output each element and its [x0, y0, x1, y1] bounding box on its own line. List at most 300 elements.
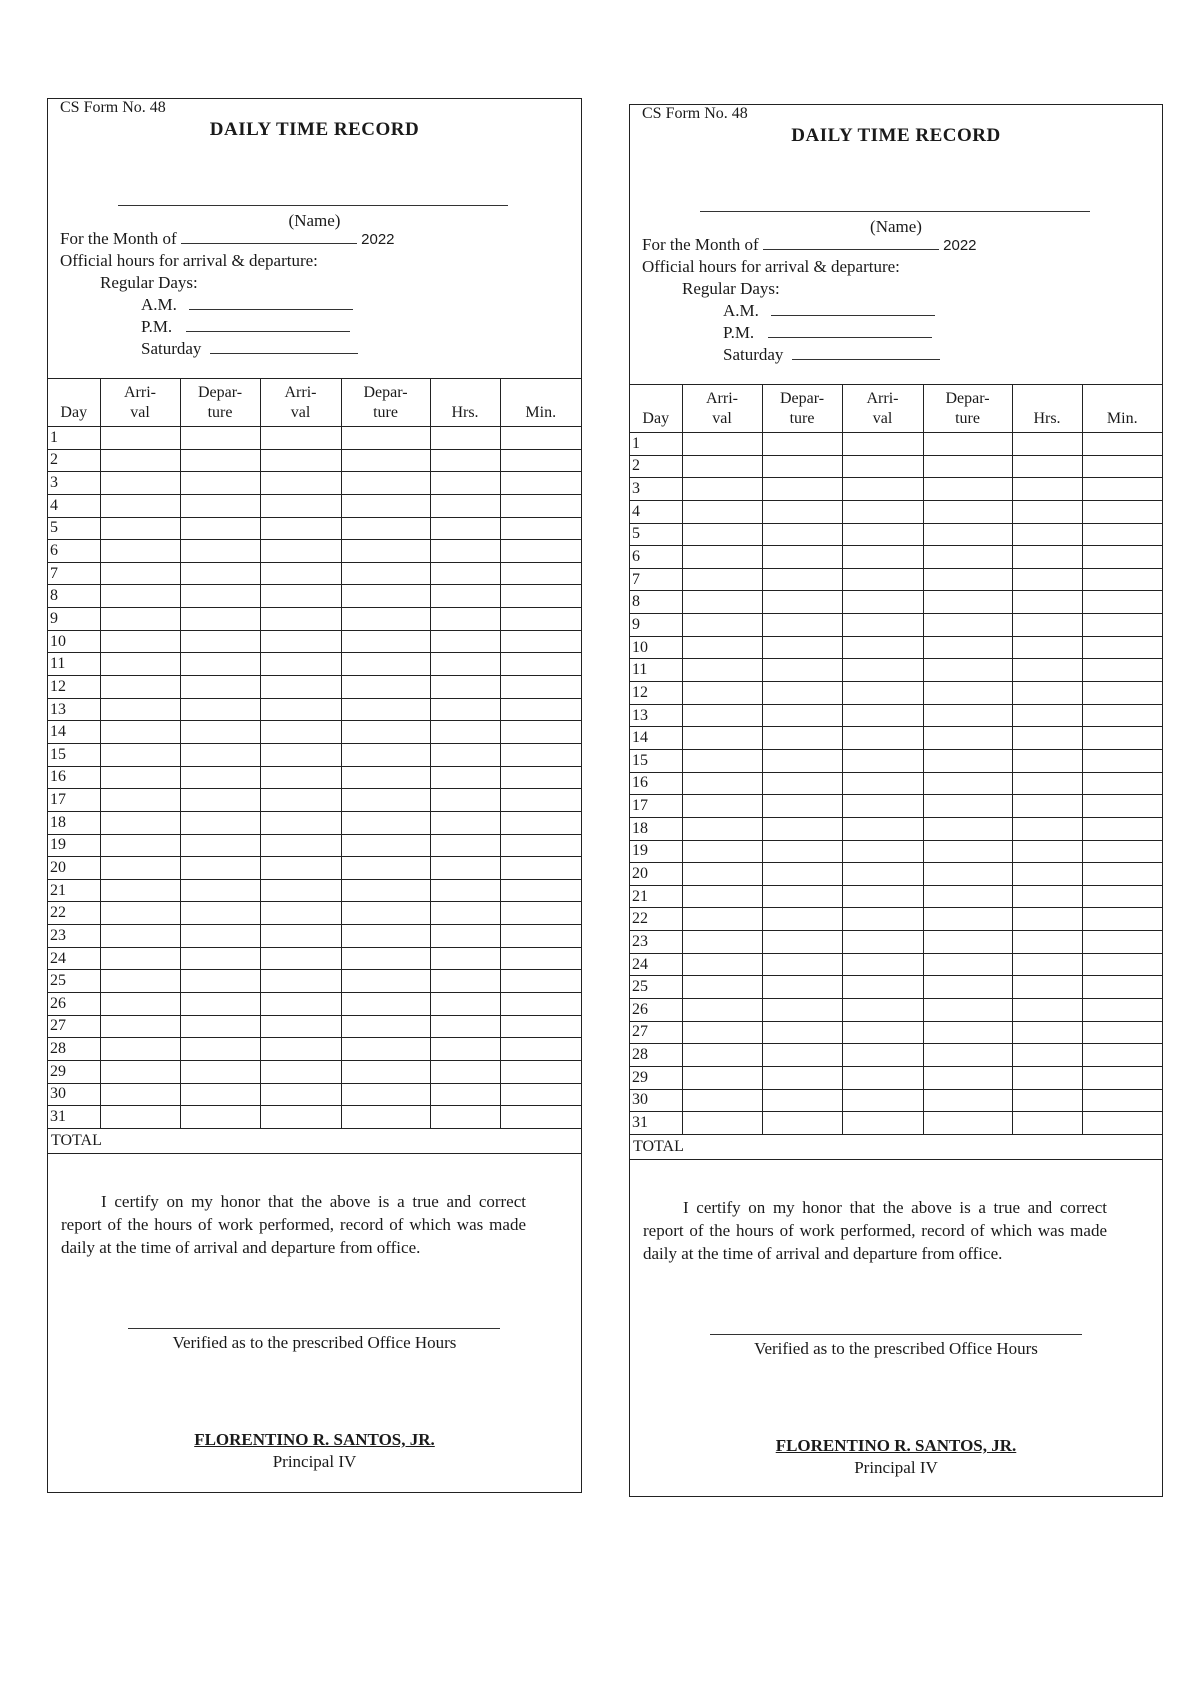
- am-arrival-cell[interactable]: [100, 540, 180, 563]
- am-departure-cell[interactable]: [180, 1083, 260, 1106]
- minutes-cell[interactable]: [500, 585, 581, 608]
- pm-arrival-cell[interactable]: [842, 1089, 923, 1112]
- am-arrival-cell[interactable]: [100, 449, 180, 472]
- minutes-cell[interactable]: [500, 630, 581, 653]
- am-departure-cell[interactable]: [762, 953, 842, 976]
- am-arrival-cell[interactable]: [682, 682, 762, 705]
- am-field[interactable]: [771, 314, 935, 316]
- hours-cell[interactable]: [430, 947, 500, 970]
- minutes-cell[interactable]: [1082, 817, 1162, 840]
- am-arrival-cell[interactable]: [682, 546, 762, 569]
- am-departure-cell[interactable]: [180, 1038, 260, 1061]
- pm-arrival-cell[interactable]: [842, 704, 923, 727]
- minutes-cell[interactable]: [1082, 953, 1162, 976]
- minutes-cell[interactable]: [500, 947, 581, 970]
- minutes-cell[interactable]: [1082, 795, 1162, 818]
- minutes-cell[interactable]: [500, 427, 581, 450]
- minutes-cell[interactable]: [500, 789, 581, 812]
- minutes-cell[interactable]: [1082, 1021, 1162, 1044]
- minutes-cell[interactable]: [500, 449, 581, 472]
- minutes-cell[interactable]: [500, 834, 581, 857]
- am-departure-cell[interactable]: [762, 772, 842, 795]
- minutes-cell[interactable]: [500, 562, 581, 585]
- hours-cell[interactable]: [1012, 908, 1082, 931]
- pm-departure-cell[interactable]: [341, 721, 430, 744]
- am-departure-cell[interactable]: [180, 562, 260, 585]
- pm-field[interactable]: [186, 330, 350, 332]
- minutes-cell[interactable]: [500, 608, 581, 631]
- am-arrival-cell[interactable]: [682, 659, 762, 682]
- pm-departure-cell[interactable]: [341, 1038, 430, 1061]
- am-arrival-cell[interactable]: [682, 433, 762, 456]
- am-departure-cell[interactable]: [180, 834, 260, 857]
- pm-arrival-cell[interactable]: [842, 500, 923, 523]
- minutes-cell[interactable]: [500, 743, 581, 766]
- pm-departure-cell[interactable]: [923, 1089, 1012, 1112]
- pm-departure-cell[interactable]: [341, 585, 430, 608]
- am-arrival-cell[interactable]: [682, 1044, 762, 1067]
- minutes-cell[interactable]: [500, 993, 581, 1016]
- minutes-cell[interactable]: [500, 721, 581, 744]
- am-arrival-cell[interactable]: [100, 857, 180, 880]
- hours-cell[interactable]: [430, 834, 500, 857]
- am-departure-cell[interactable]: [180, 608, 260, 631]
- pm-departure-cell[interactable]: [923, 772, 1012, 795]
- pm-arrival-cell[interactable]: [842, 863, 923, 886]
- pm-departure-cell[interactable]: [341, 1060, 430, 1083]
- am-arrival-cell[interactable]: [682, 636, 762, 659]
- am-arrival-cell[interactable]: [682, 772, 762, 795]
- pm-departure-cell[interactable]: [923, 591, 1012, 614]
- pm-arrival-cell[interactable]: [842, 727, 923, 750]
- am-departure-cell[interactable]: [762, 976, 842, 999]
- pm-arrival-cell[interactable]: [260, 676, 341, 699]
- saturday-field[interactable]: [210, 352, 358, 354]
- am-arrival-cell[interactable]: [682, 591, 762, 614]
- minutes-cell[interactable]: [500, 517, 581, 540]
- am-departure-cell[interactable]: [180, 630, 260, 653]
- am-departure-cell[interactable]: [762, 1112, 842, 1135]
- am-departure-cell[interactable]: [180, 879, 260, 902]
- pm-arrival-cell[interactable]: [260, 630, 341, 653]
- pm-departure-cell[interactable]: [341, 766, 430, 789]
- am-departure-cell[interactable]: [762, 704, 842, 727]
- am-arrival-cell[interactable]: [100, 653, 180, 676]
- pm-departure-cell[interactable]: [923, 1112, 1012, 1135]
- hours-cell[interactable]: [1012, 1089, 1082, 1112]
- pm-arrival-cell[interactable]: [842, 1066, 923, 1089]
- am-arrival-cell[interactable]: [682, 727, 762, 750]
- am-departure-cell[interactable]: [180, 743, 260, 766]
- hours-cell[interactable]: [430, 902, 500, 925]
- minutes-cell[interactable]: [1082, 976, 1162, 999]
- pm-departure-cell[interactable]: [341, 789, 430, 812]
- am-departure-cell[interactable]: [180, 517, 260, 540]
- am-departure-cell[interactable]: [762, 1089, 842, 1112]
- hours-cell[interactable]: [1012, 591, 1082, 614]
- am-departure-cell[interactable]: [762, 546, 842, 569]
- pm-arrival-cell[interactable]: [260, 472, 341, 495]
- hours-cell[interactable]: [1012, 795, 1082, 818]
- pm-field[interactable]: [768, 336, 932, 338]
- minutes-cell[interactable]: [1082, 1066, 1162, 1089]
- am-departure-cell[interactable]: [762, 568, 842, 591]
- minutes-cell[interactable]: [500, 811, 581, 834]
- pm-departure-cell[interactable]: [341, 857, 430, 880]
- am-arrival-cell[interactable]: [682, 931, 762, 954]
- hours-cell[interactable]: [430, 427, 500, 450]
- hours-cell[interactable]: [1012, 749, 1082, 772]
- pm-arrival-cell[interactable]: [842, 976, 923, 999]
- am-departure-cell[interactable]: [762, 1021, 842, 1044]
- pm-arrival-cell[interactable]: [842, 840, 923, 863]
- am-departure-cell[interactable]: [762, 908, 842, 931]
- minutes-cell[interactable]: [1082, 1112, 1162, 1135]
- hours-cell[interactable]: [1012, 999, 1082, 1022]
- am-arrival-cell[interactable]: [682, 953, 762, 976]
- minutes-cell[interactable]: [1082, 863, 1162, 886]
- minutes-cell[interactable]: [1082, 727, 1162, 750]
- hours-cell[interactable]: [430, 925, 500, 948]
- pm-departure-cell[interactable]: [341, 1083, 430, 1106]
- minutes-cell[interactable]: [1082, 772, 1162, 795]
- hours-cell[interactable]: [430, 789, 500, 812]
- hours-cell[interactable]: [1012, 772, 1082, 795]
- hours-cell[interactable]: [430, 1106, 500, 1129]
- am-departure-cell[interactable]: [762, 614, 842, 637]
- am-arrival-cell[interactable]: [682, 908, 762, 931]
- hours-cell[interactable]: [1012, 1112, 1082, 1135]
- am-arrival-cell[interactable]: [682, 478, 762, 501]
- hours-cell[interactable]: [430, 653, 500, 676]
- pm-arrival-cell[interactable]: [842, 749, 923, 772]
- hours-cell[interactable]: [430, 743, 500, 766]
- am-arrival-cell[interactable]: [682, 500, 762, 523]
- am-departure-cell[interactable]: [762, 727, 842, 750]
- pm-departure-cell[interactable]: [341, 562, 430, 585]
- hours-cell[interactable]: [430, 494, 500, 517]
- hours-cell[interactable]: [1012, 704, 1082, 727]
- month-field[interactable]: [181, 242, 357, 244]
- minutes-cell[interactable]: [500, 1106, 581, 1129]
- am-departure-cell[interactable]: [180, 585, 260, 608]
- pm-arrival-cell[interactable]: [842, 772, 923, 795]
- am-arrival-cell[interactable]: [682, 568, 762, 591]
- pm-departure-cell[interactable]: [923, 523, 1012, 546]
- am-arrival-cell[interactable]: [100, 1106, 180, 1129]
- pm-arrival-cell[interactable]: [260, 811, 341, 834]
- pm-departure-cell[interactable]: [923, 795, 1012, 818]
- minutes-cell[interactable]: [500, 970, 581, 993]
- pm-arrival-cell[interactable]: [260, 562, 341, 585]
- am-departure-cell[interactable]: [180, 698, 260, 721]
- am-departure-cell[interactable]: [762, 500, 842, 523]
- am-departure-cell[interactable]: [762, 931, 842, 954]
- hours-cell[interactable]: [1012, 614, 1082, 637]
- am-arrival-cell[interactable]: [682, 817, 762, 840]
- pm-arrival-cell[interactable]: [842, 591, 923, 614]
- am-arrival-cell[interactable]: [682, 840, 762, 863]
- pm-departure-cell[interactable]: [923, 1021, 1012, 1044]
- name-line[interactable]: [118, 205, 508, 206]
- minutes-cell[interactable]: [500, 1038, 581, 1061]
- am-departure-cell[interactable]: [762, 795, 842, 818]
- am-arrival-cell[interactable]: [100, 721, 180, 744]
- am-departure-cell[interactable]: [762, 591, 842, 614]
- minutes-cell[interactable]: [500, 879, 581, 902]
- am-departure-cell[interactable]: [762, 523, 842, 546]
- pm-departure-cell[interactable]: [923, 455, 1012, 478]
- pm-departure-cell[interactable]: [341, 925, 430, 948]
- am-departure-cell[interactable]: [762, 749, 842, 772]
- am-arrival-cell[interactable]: [682, 523, 762, 546]
- hours-cell[interactable]: [1012, 727, 1082, 750]
- minutes-cell[interactable]: [500, 540, 581, 563]
- pm-arrival-cell[interactable]: [842, 478, 923, 501]
- pm-departure-cell[interactable]: [341, 676, 430, 699]
- hours-cell[interactable]: [430, 449, 500, 472]
- am-arrival-cell[interactable]: [100, 1015, 180, 1038]
- am-arrival-cell[interactable]: [682, 1089, 762, 1112]
- employee-signature-line[interactable]: [128, 1328, 500, 1329]
- am-arrival-cell[interactable]: [100, 608, 180, 631]
- pm-arrival-cell[interactable]: [842, 908, 923, 931]
- hours-cell[interactable]: [430, 721, 500, 744]
- am-arrival-cell[interactable]: [682, 704, 762, 727]
- am-arrival-cell[interactable]: [682, 1112, 762, 1135]
- pm-departure-cell[interactable]: [341, 653, 430, 676]
- pm-departure-cell[interactable]: [923, 840, 1012, 863]
- hours-cell[interactable]: [1012, 817, 1082, 840]
- hours-cell[interactable]: [1012, 1021, 1082, 1044]
- am-departure-cell[interactable]: [180, 925, 260, 948]
- am-arrival-cell[interactable]: [100, 993, 180, 1016]
- minutes-cell[interactable]: [500, 472, 581, 495]
- am-arrival-cell[interactable]: [100, 789, 180, 812]
- minutes-cell[interactable]: [500, 1015, 581, 1038]
- am-arrival-cell[interactable]: [100, 1060, 180, 1083]
- pm-departure-cell[interactable]: [341, 1015, 430, 1038]
- hours-cell[interactable]: [430, 540, 500, 563]
- pm-departure-cell[interactable]: [341, 1106, 430, 1129]
- pm-departure-cell[interactable]: [923, 727, 1012, 750]
- minutes-cell[interactable]: [500, 698, 581, 721]
- am-arrival-cell[interactable]: [682, 795, 762, 818]
- minutes-cell[interactable]: [1082, 591, 1162, 614]
- pm-arrival-cell[interactable]: [260, 721, 341, 744]
- hours-cell[interactable]: [1012, 682, 1082, 705]
- pm-arrival-cell[interactable]: [260, 766, 341, 789]
- pm-arrival-cell[interactable]: [260, 1083, 341, 1106]
- hours-cell[interactable]: [430, 879, 500, 902]
- pm-departure-cell[interactable]: [341, 517, 430, 540]
- am-departure-cell[interactable]: [180, 789, 260, 812]
- pm-arrival-cell[interactable]: [842, 885, 923, 908]
- pm-departure-cell[interactable]: [923, 568, 1012, 591]
- minutes-cell[interactable]: [1082, 931, 1162, 954]
- minutes-cell[interactable]: [500, 1060, 581, 1083]
- am-departure-cell[interactable]: [180, 902, 260, 925]
- am-arrival-cell[interactable]: [100, 834, 180, 857]
- am-arrival-cell[interactable]: [100, 970, 180, 993]
- am-departure-cell[interactable]: [762, 999, 842, 1022]
- am-departure-cell[interactable]: [180, 427, 260, 450]
- hours-cell[interactable]: [430, 970, 500, 993]
- pm-arrival-cell[interactable]: [260, 585, 341, 608]
- hours-cell[interactable]: [1012, 659, 1082, 682]
- pm-departure-cell[interactable]: [341, 879, 430, 902]
- pm-arrival-cell[interactable]: [842, 1112, 923, 1135]
- minutes-cell[interactable]: [1082, 433, 1162, 456]
- pm-departure-cell[interactable]: [341, 743, 430, 766]
- am-arrival-cell[interactable]: [100, 925, 180, 948]
- am-arrival-cell[interactable]: [682, 885, 762, 908]
- pm-arrival-cell[interactable]: [260, 789, 341, 812]
- minutes-cell[interactable]: [1082, 523, 1162, 546]
- minutes-cell[interactable]: [1082, 840, 1162, 863]
- pm-arrival-cell[interactable]: [260, 902, 341, 925]
- am-arrival-cell[interactable]: [100, 698, 180, 721]
- pm-arrival-cell[interactable]: [260, 449, 341, 472]
- pm-departure-cell[interactable]: [923, 885, 1012, 908]
- am-arrival-cell[interactable]: [100, 676, 180, 699]
- hours-cell[interactable]: [1012, 455, 1082, 478]
- pm-departure-cell[interactable]: [341, 449, 430, 472]
- pm-departure-cell[interactable]: [923, 614, 1012, 637]
- pm-departure-cell[interactable]: [341, 811, 430, 834]
- am-departure-cell[interactable]: [180, 766, 260, 789]
- minutes-cell[interactable]: [1082, 704, 1162, 727]
- minutes-cell[interactable]: [1082, 478, 1162, 501]
- am-arrival-cell[interactable]: [682, 1066, 762, 1089]
- pm-arrival-cell[interactable]: [260, 1015, 341, 1038]
- pm-arrival-cell[interactable]: [260, 540, 341, 563]
- hours-cell[interactable]: [430, 1015, 500, 1038]
- pm-arrival-cell[interactable]: [842, 636, 923, 659]
- hours-cell[interactable]: [430, 472, 500, 495]
- hours-cell[interactable]: [1012, 840, 1082, 863]
- pm-arrival-cell[interactable]: [260, 698, 341, 721]
- minutes-cell[interactable]: [500, 653, 581, 676]
- minutes-cell[interactable]: [1082, 749, 1162, 772]
- pm-departure-cell[interactable]: [923, 1044, 1012, 1067]
- minutes-cell[interactable]: [1082, 999, 1162, 1022]
- pm-departure-cell[interactable]: [923, 908, 1012, 931]
- hours-cell[interactable]: [430, 811, 500, 834]
- pm-arrival-cell[interactable]: [842, 817, 923, 840]
- minutes-cell[interactable]: [500, 857, 581, 880]
- pm-arrival-cell[interactable]: [260, 653, 341, 676]
- minutes-cell[interactable]: [1082, 568, 1162, 591]
- hours-cell[interactable]: [1012, 885, 1082, 908]
- hours-cell[interactable]: [430, 562, 500, 585]
- am-departure-cell[interactable]: [180, 993, 260, 1016]
- pm-arrival-cell[interactable]: [842, 795, 923, 818]
- hours-cell[interactable]: [430, 993, 500, 1016]
- pm-arrival-cell[interactable]: [842, 1044, 923, 1067]
- minutes-cell[interactable]: [1082, 636, 1162, 659]
- pm-departure-cell[interactable]: [341, 494, 430, 517]
- am-arrival-cell[interactable]: [100, 1083, 180, 1106]
- hours-cell[interactable]: [430, 857, 500, 880]
- pm-departure-cell[interactable]: [341, 540, 430, 563]
- am-arrival-cell[interactable]: [100, 902, 180, 925]
- pm-arrival-cell[interactable]: [842, 1021, 923, 1044]
- minutes-cell[interactable]: [1082, 885, 1162, 908]
- minutes-cell[interactable]: [500, 766, 581, 789]
- hours-cell[interactable]: [430, 1060, 500, 1083]
- am-arrival-cell[interactable]: [100, 472, 180, 495]
- pm-departure-cell[interactable]: [923, 682, 1012, 705]
- am-departure-cell[interactable]: [762, 817, 842, 840]
- pm-arrival-cell[interactable]: [260, 743, 341, 766]
- am-arrival-cell[interactable]: [100, 1038, 180, 1061]
- pm-arrival-cell[interactable]: [260, 970, 341, 993]
- am-departure-cell[interactable]: [762, 840, 842, 863]
- am-arrival-cell[interactable]: [100, 947, 180, 970]
- am-arrival-cell[interactable]: [100, 562, 180, 585]
- hours-cell[interactable]: [430, 1038, 500, 1061]
- am-departure-cell[interactable]: [180, 947, 260, 970]
- pm-departure-cell[interactable]: [923, 636, 1012, 659]
- hours-cell[interactable]: [1012, 636, 1082, 659]
- minutes-cell[interactable]: [1082, 682, 1162, 705]
- am-arrival-cell[interactable]: [682, 455, 762, 478]
- am-departure-cell[interactable]: [180, 494, 260, 517]
- hours-cell[interactable]: [1012, 1066, 1082, 1089]
- pm-arrival-cell[interactable]: [260, 427, 341, 450]
- hours-cell[interactable]: [430, 1083, 500, 1106]
- pm-departure-cell[interactable]: [923, 659, 1012, 682]
- pm-departure-cell[interactable]: [923, 999, 1012, 1022]
- pm-departure-cell[interactable]: [341, 902, 430, 925]
- hours-cell[interactable]: [1012, 546, 1082, 569]
- pm-departure-cell[interactable]: [923, 863, 1012, 886]
- pm-arrival-cell[interactable]: [260, 993, 341, 1016]
- pm-arrival-cell[interactable]: [260, 834, 341, 857]
- am-departure-cell[interactable]: [762, 885, 842, 908]
- minutes-cell[interactable]: [1082, 1044, 1162, 1067]
- pm-arrival-cell[interactable]: [260, 947, 341, 970]
- am-departure-cell[interactable]: [762, 682, 842, 705]
- am-departure-cell[interactable]: [762, 433, 842, 456]
- pm-arrival-cell[interactable]: [260, 857, 341, 880]
- hours-cell[interactable]: [1012, 478, 1082, 501]
- pm-departure-cell[interactable]: [341, 472, 430, 495]
- minutes-cell[interactable]: [1082, 455, 1162, 478]
- hours-cell[interactable]: [430, 517, 500, 540]
- minutes-cell[interactable]: [1082, 1089, 1162, 1112]
- am-arrival-cell[interactable]: [682, 999, 762, 1022]
- am-departure-cell[interactable]: [180, 1060, 260, 1083]
- pm-arrival-cell[interactable]: [260, 608, 341, 631]
- am-arrival-cell[interactable]: [100, 811, 180, 834]
- pm-arrival-cell[interactable]: [260, 517, 341, 540]
- pm-departure-cell[interactable]: [923, 931, 1012, 954]
- am-departure-cell[interactable]: [180, 857, 260, 880]
- am-arrival-cell[interactable]: [682, 614, 762, 637]
- pm-arrival-cell[interactable]: [842, 568, 923, 591]
- am-arrival-cell[interactable]: [100, 766, 180, 789]
- month-field[interactable]: [763, 248, 939, 250]
- hours-cell[interactable]: [1012, 1044, 1082, 1067]
- pm-arrival-cell[interactable]: [842, 682, 923, 705]
- am-arrival-cell[interactable]: [682, 1021, 762, 1044]
- am-departure-cell[interactable]: [180, 1106, 260, 1129]
- pm-departure-cell[interactable]: [923, 433, 1012, 456]
- pm-arrival-cell[interactable]: [842, 455, 923, 478]
- pm-arrival-cell[interactable]: [842, 546, 923, 569]
